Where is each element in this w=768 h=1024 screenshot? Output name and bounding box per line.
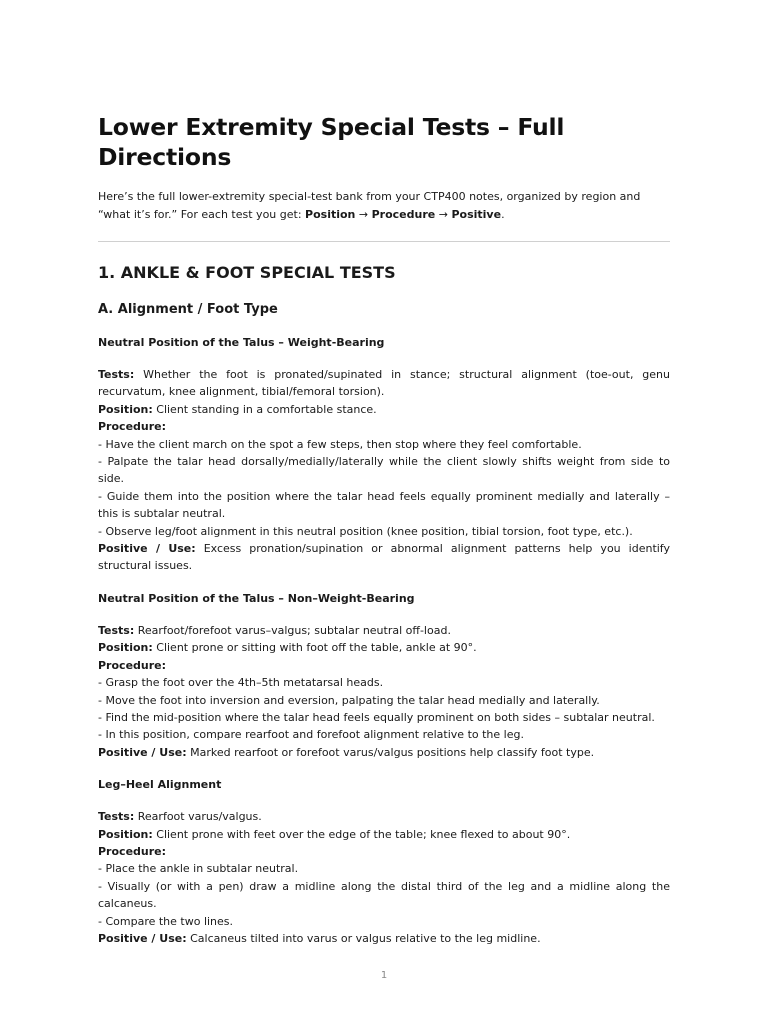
test-title: Leg–Heel Alignment <box>98 778 222 792</box>
procedure-step: - Observe leg/foot alignment in this neutral position (knee position, tibial torsion, foot type, etc.). <box>98 524 633 538</box>
intro-arrow-2: → <box>435 207 452 221</box>
test-block <box>98 808 670 947</box>
position-text: Client prone or sitting with foot off the table, ankle at 90°. <box>156 641 477 655</box>
positive-text: Calcaneus tilted into varus or valgus relative to the leg midline. <box>190 931 541 945</box>
procedure-step: - Visually (or with a pen) draw a midline along the distal third of the leg and a midline along the calcaneus. <box>98 879 670 911</box>
test-title: Neutral Position of the Talus – Non–Weight-Bearing <box>98 591 415 605</box>
procedure-step: - Compare the two lines. <box>98 914 234 928</box>
position-line <box>98 401 670 418</box>
test-block <box>98 622 670 761</box>
intro-paragraph <box>98 188 670 223</box>
procedure-step: - In this position, compare rearfoot and forefoot alignment relative to the leg. <box>98 728 524 742</box>
intro-text: Here’s the full lower-extremity special-test bank from your CTP400 notes, organized by region and “what it’s for.” For each test you get: <box>98 190 641 221</box>
procedure-label: Procedure: <box>98 844 167 858</box>
intro-arrow-1: → <box>355 207 372 221</box>
document-page <box>98 112 670 947</box>
tests-label: Tests: <box>98 810 135 824</box>
tests-text: Rearfoot/forefoot varus–valgus; subtalar neutral off-load. <box>137 623 451 637</box>
position-label: Position: <box>98 402 153 416</box>
procedure-step: - Find the mid-position where the talar head feels equally prominent on both sides – subtalar neutral. <box>98 710 655 724</box>
procedure-step: - Palpate the talar head dorsally/medially/laterally while the client slowly shifts weight from side to side. <box>98 455 670 486</box>
procedure-label: Procedure: <box>98 420 167 434</box>
page-number: 1 <box>380 970 388 981</box>
tests-line <box>98 366 670 401</box>
procedure-label: Procedure: <box>98 658 167 672</box>
test-block <box>98 366 670 575</box>
tests-line <box>98 622 670 639</box>
position-line <box>98 639 670 656</box>
procedure-step: - Have the client march on the spot a few steps, then stop where they feel comfortable. <box>98 437 582 451</box>
positive-line <box>98 744 670 761</box>
position-text: Client standing in a comfortable stance. <box>156 402 377 416</box>
subsection-heading: A. Alignment / Foot Type <box>98 302 278 317</box>
positive-line <box>98 540 670 575</box>
intro-position: Position <box>305 207 356 221</box>
tests-label: Tests: <box>98 623 135 637</box>
positive-text: Marked rearfoot or forefoot varus/valgus positions help classify foot type. <box>190 745 595 759</box>
procedure-step: - Guide them into the position where the talar head feels equally prominent medially and laterally – this is subtalar neutral. <box>98 489 670 521</box>
page-title: Lower Extremity Special Tests – Full Directions <box>98 113 565 171</box>
procedure-step: - Place the ankle in subtalar neutral. <box>98 862 299 876</box>
procedure-step: - Grasp the foot over the 4th–5th metatarsal heads. <box>98 676 384 690</box>
section-heading: 1. ANKLE & FOOT SPECIAL TESTS <box>98 263 396 282</box>
positive-text: Excess pronation/supination or abnormal alignment patterns help you identify structural issues. <box>98 542 670 573</box>
position-line <box>98 826 670 843</box>
tests-label: Tests: <box>98 368 135 381</box>
position-text: Client prone with feet over the edge of the table; knee flexed to about 90°. <box>156 827 571 841</box>
tests-text: Rearfoot varus/valgus. <box>137 810 262 824</box>
positive-label: Positive / Use: <box>98 542 196 556</box>
positive-label: Positive / Use: <box>98 745 187 759</box>
position-label: Position: <box>98 641 153 655</box>
positive-label: Positive / Use: <box>98 931 187 945</box>
intro-end: . <box>501 207 505 221</box>
procedure-step: - Move the foot into inversion and eversion, palpating the talar head medially and laterally. <box>98 693 600 707</box>
position-label: Position: <box>98 827 153 841</box>
tests-line <box>98 808 670 825</box>
tests-text: Whether the foot is pronated/supinated in stance; structural alignment (toe-out, genu recurvatum, knee alignment, tibial/femoral torsion). <box>98 368 671 399</box>
horizontal-divider <box>98 241 670 242</box>
test-title: Neutral Position of the Talus – Weight-Bearing <box>98 336 385 349</box>
intro-procedure: Procedure <box>371 207 436 221</box>
intro-positive: Positive <box>451 207 502 221</box>
positive-line <box>98 930 670 947</box>
